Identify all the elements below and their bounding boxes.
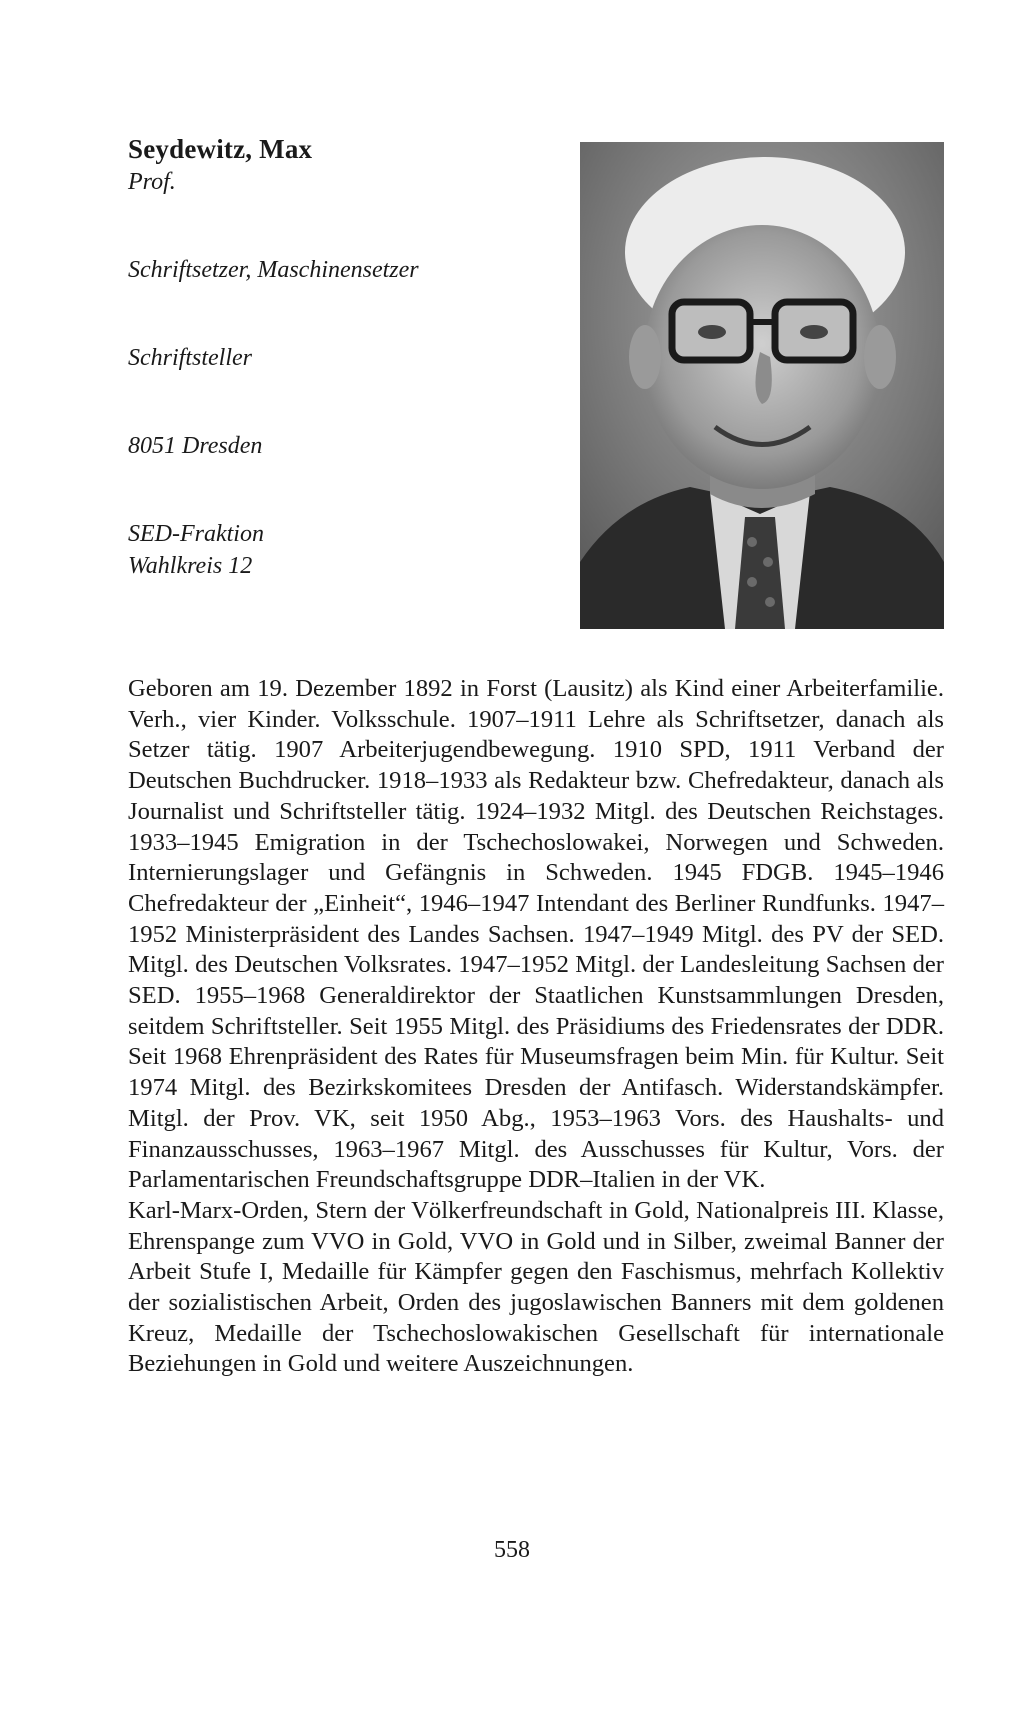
biography-text: Geboren am 19. Dezember 1892 in Forst (Lausitz) als Kind einer Arbeiterfamilie. Verh., vier Kinder. Volksschule. 1907–1911 Lehre als Schriftsetzer, danach als Setzer tätig. 1907 Arbeiterjugendbewegung. 1910 SPD, 1911 Verband der Deutschen Buchdrucker. 1918–1933 als Redakteur bzw. Chefredakteur, danach als Journalist und Schriftsteller tätig. 1924–1932 Mitgl. des Deutschen Reichstages. 1933–1945 Emigration in der Tschechoslowakei, Norwegen und Schweden. Internierungslager und Gefängnis in Schweden. 1945 FDGB. 1945–1946 Chefredakteur der „Einheit“, 1946–1947 Intendant des Berliner Rundfunks. 1947–1952 Ministerpräsident des Landes Sachsen. 1947–1949 Mitgl. des PV der SED. Mitgl. des Deutschen Volksrates. 1947–1952 Mitgl. der Landesleitung Sachsen der SED. 1955–1968 Generaldirektor der Staatlichen Kunstsammlungen Dresden, seitdem Schriftsteller. Seit 1955 Mitgl. des Präsidiums des Friedensrates der DDR. Seit 1968 Ehrenpräsident des Rates für Museumsfragen beim Min. für Kultur. Seit 1974 Mitgl. des Bezirkskomitees Dresden der Antifasch. Widerstandskämpfer. Mitgl. der Prov. VK, seit 1950 Abg., 1953–1963 Vors. des Haushalts- und Finanzausschusses, 1963–1967 Mitgl. des Ausschusses für Kultur, Vors. der Parlamentarischen Freundschaftsgruppe DDR–Italien in der VK.	[128, 675, 944, 1194]
person-name: Seydewitz, Max	[128, 134, 313, 164]
page-number: 558	[494, 1537, 530, 1563]
portrait-icon	[580, 142, 944, 629]
academic-title: Prof.	[128, 169, 176, 195]
entry-header	[128, 132, 568, 582]
address: 8051 Dresden	[128, 433, 263, 459]
portrait-photo	[580, 142, 944, 629]
occupation: Schriftsteller	[128, 345, 252, 371]
awards-text: Karl-Marx-Orden, Stern der Völkerfreundschaft in Gold, Nationalpreis III. Klasse, Ehrenspange zum VVO in Gold, VVO in Gold und in Silber, zweimal Banner der Arbeit Stufe I, Medaille für Kämpfer gegen den Faschismus, mehrfach Kollektiv der sozialistischen Arbeit, Orden des jugoslawischen Banners mit dem goldenen Kreuz, Medaille der Tschechoslowakischen Gesellschaft für internationale Beziehungen in Gold und weitere Auszeichnungen.	[128, 1196, 944, 1378]
faction: SED-Fraktion	[128, 521, 264, 547]
training: Schriftsetzer, Maschinensetzer	[128, 257, 419, 283]
constituency: Wahlkreis 12	[128, 553, 253, 579]
biography-block	[128, 674, 944, 1380]
